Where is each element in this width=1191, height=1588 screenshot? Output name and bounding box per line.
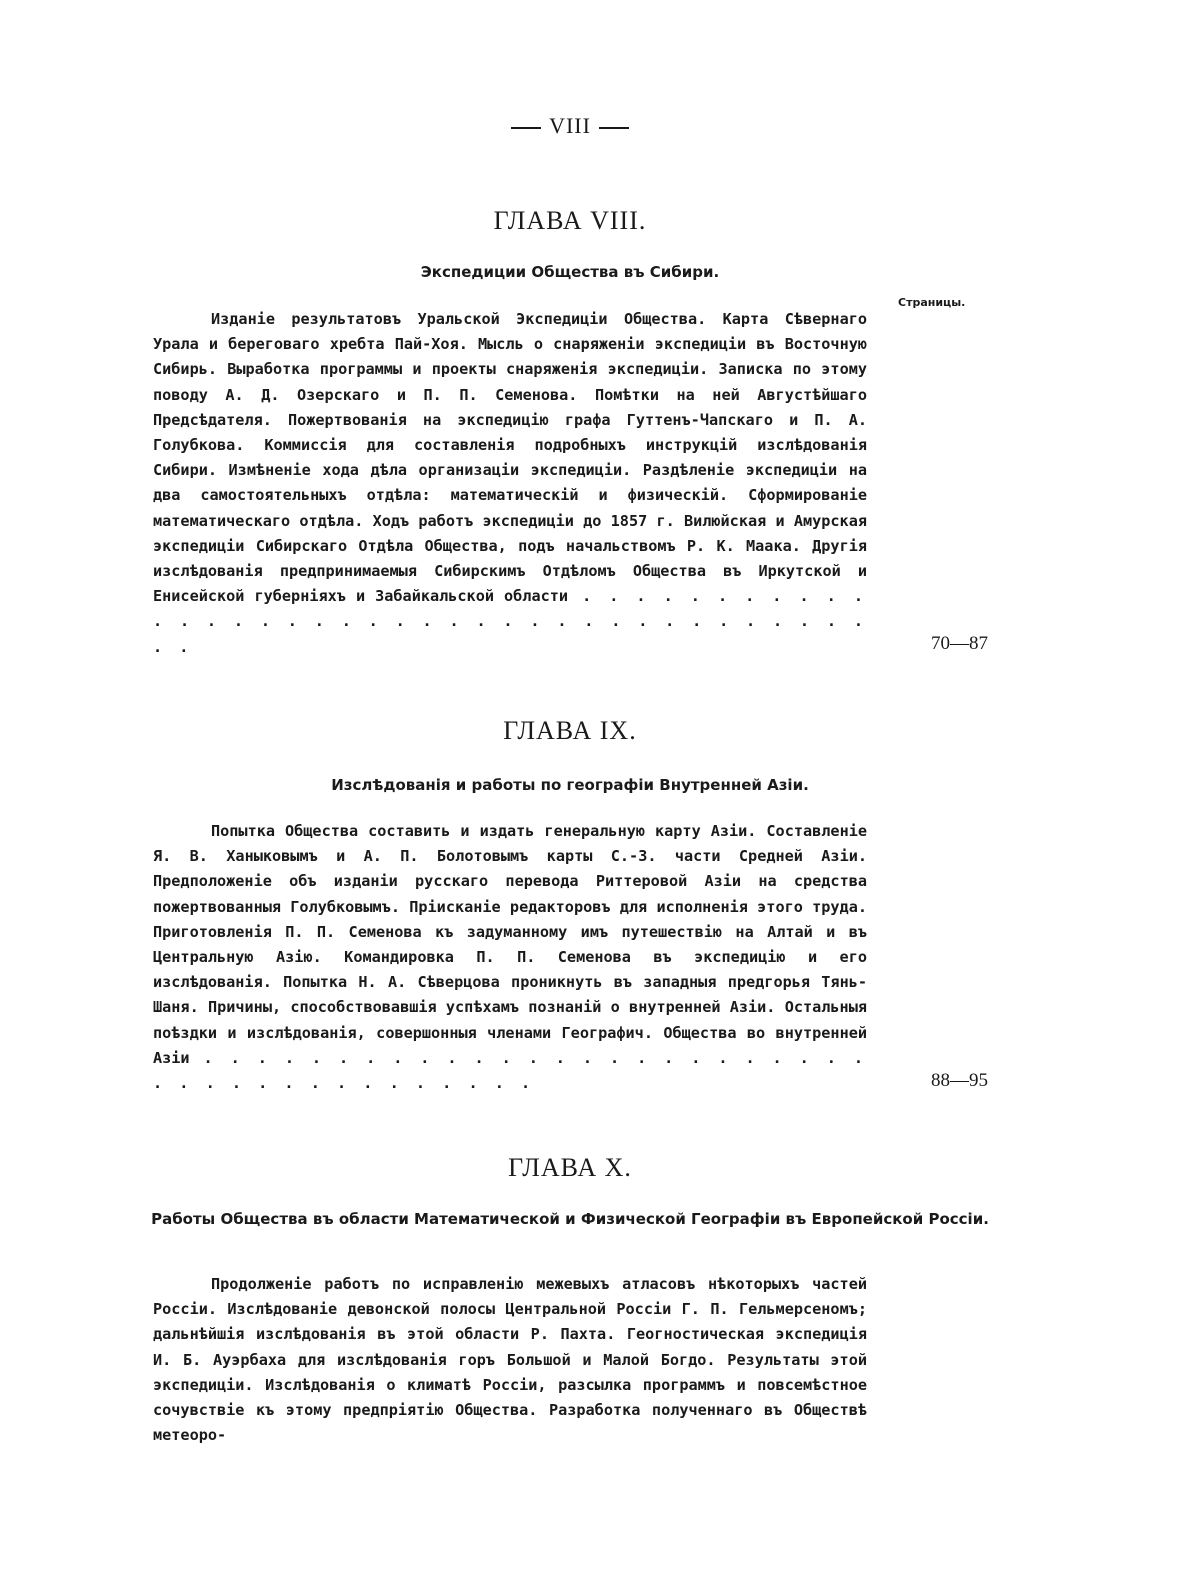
- chapter-8-title: ГЛАВА VIII.: [493, 206, 647, 235]
- chapter-9-page-range: 88—95: [931, 1070, 988, 1091]
- folio-number: VIII: [549, 113, 591, 138]
- chapter-10-title: ГЛАВА X.: [508, 1153, 632, 1182]
- chapter-10-summary: Продолженіе работъ по исправленію межевыхъ атласовъ нѣкоторыхъ частей Россіи. Изслѣдованіе девонской полосы Центральной Россіи Г. П. Гельмерсеномъ; дальнѣйшія изслѣдованія въ этой области Р. Пахта. Геогностическая экспедиція И. Б. Ауэрбаха для изслѣдованія горъ Большой и Малой Богдо. Результаты этой экспедиціи. Изслѣдованія о климатѣ Россіи, разсылка программъ и повсемѣстное сочувствіе къ этому предпріятію Общества. Разработка полученнаго въ Обществѣ метеоро-: [153, 1275, 867, 1445]
- chapter-10-subtitle: Работы Общества въ области Математической и Физической Географіи въ Европейской Россіи.: [151, 1210, 989, 1228]
- chapter-8-subtitle: Экспедиции Общества въ Сибири.: [420, 263, 720, 281]
- chapter-9-title: ГЛАВА IX.: [503, 716, 637, 745]
- folio-dash-left: [511, 127, 541, 129]
- dot-leader: . . . . . . . . . . . . . . . . . . . . . . . . . . . . . . . . . . . . . . . .: [153, 587, 867, 653]
- folio-dash-right: [599, 127, 629, 129]
- pages-column-header: Страницы.: [898, 296, 966, 309]
- chapter-8-page-range: 70—87: [931, 633, 988, 654]
- page-folio: [0, 113, 1140, 139]
- dot-leader: . . . . . . . . . . . . . . . . . . . . . . . . . . . . . . . . . . . . . . . .: [153, 1048, 867, 1093]
- chapter-9-subtitle: Изслѣдованія и работы по географіи Внутренней Азіи.: [331, 776, 809, 794]
- chapter-9-summary: Попытка Общества составить и издать генеральную карту Азіи. Составленіе Я. В. Ханыковымъ и А. П. Болотовымъ карты С.-З. части Средней Азіи. Предположеніе объ изданіи русскаго перевода Риттеровой Азіи на средства пожертвованныя Голубковымъ. Пріисканіе редакторовъ для исполненія этого труда. Приготовленія П. П. Семенова къ задуманному имъ путешествію на Алтай и въ Центральную Азію. Командировка П. П. Семенова въ экспедицію и его изслѣдованія. Попытка Н. А. Сѣверцова проникнуть въ западныя предгорья Тянь-Шаня. Причины, способствовавшія успѣхамъ познаній о внутренней Азіи. Остальныя поѣздки и изслѣдованія, совершонныя членами Географич. Общества во внутренней Азіи . . . . . . . . . . . . . . . . . . . . . . . . . . . . . . . . . . . . . . . .: [153, 822, 867, 1093]
- chapter-8-summary: Изданіе результатовъ Уральской Экспедиціи Общества. Карта Сѣвернаго Урала и береговаго хребта Пай-Хоя. Мысль о снаряженіи экспедиціи въ Восточную Сибирь. Выработка программы и проекты снаряженія экспедиціи. Записка по этому поводу А. Д. Озерскаго и П. П. Семенова. Помѣтки на ней Августѣйшаго Предсѣдателя. Пожертвованія на экспедицію графа Гуттенъ-Чапскаго и П. А. Голубкова. Коммиссія для составленія подробныхъ инструкцій изслѣдованія Сибири. Измѣненіе хода дѣла организаціи экспедиціи. Раздѣленіе экспедиціи на два самостоятельныхъ отдѣла: математическій и физическій. Сформированіе математическаго отдѣла. Ходъ работъ экспедиціи до 1857 г. Вилюйская и Амурская экспедиціи Сибирскаго Отдѣла Общества, подъ начальствомъ Р. К. Маака. Другія изслѣдованія предпринимаемыя Сибирскимъ Отдѣломъ Общества въ Иркутской и Енисейской губерніяхъ и Забайкальской области . . . . . . . . . . . . . . . . . . . . . . . . . . . . . . . . . . . . . . . .: [153, 307, 867, 653]
